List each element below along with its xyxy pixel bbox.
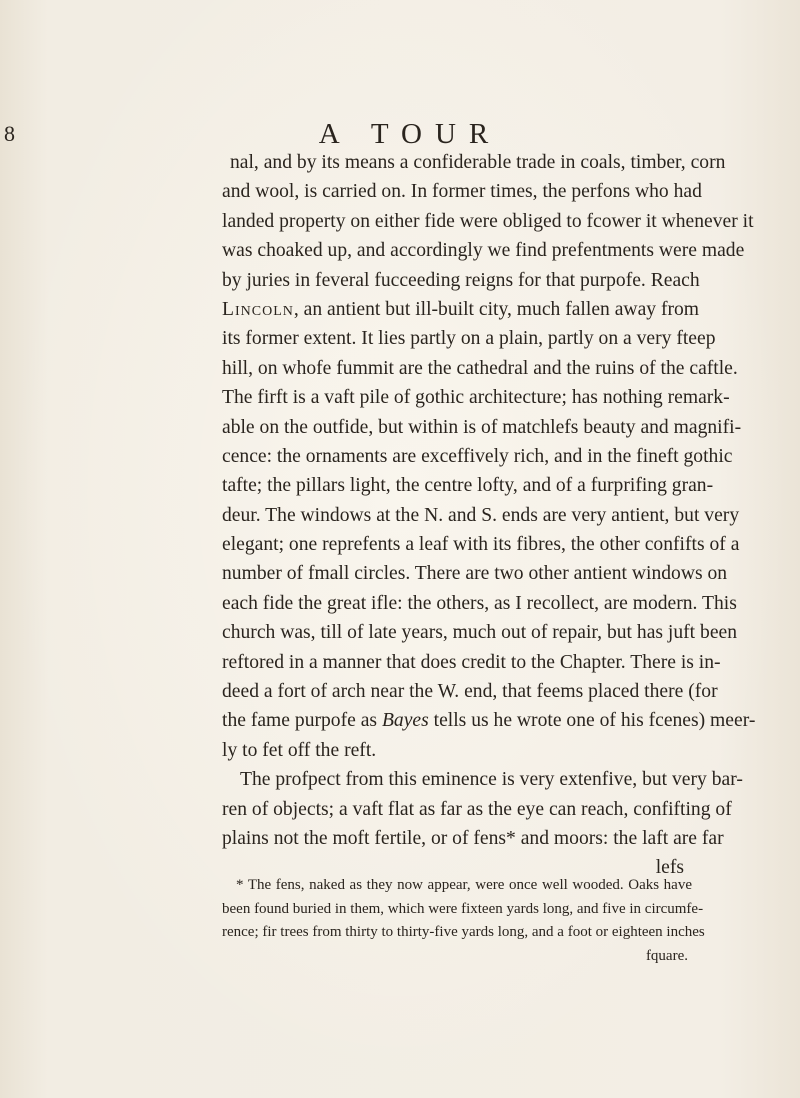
footnote-line: rence; fir trees from thirty to thirty-five yards long, and a foot or eighteen inches bbox=[222, 924, 705, 940]
body-line-text: , an antient but ill-built city, much fallen away from bbox=[293, 298, 700, 320]
body-line: deed a fort of arch near the W. end, that feems placed there (for bbox=[222, 681, 718, 703]
body-line: elegant; one reprefents a leaf with its fibres, the other confifts of a bbox=[222, 534, 740, 556]
body-line-lincoln bbox=[222, 295, 700, 324]
catchword: lefs bbox=[655, 857, 684, 879]
place-name-lincoln: Lincoln bbox=[222, 298, 294, 320]
body-line: its former extent. It lies partly on a plain, partly on a very fteep bbox=[222, 328, 716, 350]
body-line: was choaked up, and accordingly we find prefentments were made bbox=[222, 240, 745, 262]
body-line-bayes bbox=[222, 706, 756, 735]
body-line: hill, on whofe fummit are the cathedral and the ruins of the caftle. bbox=[222, 357, 738, 379]
body-line-text: tells us he wrote one of his fcenes) meer- bbox=[428, 710, 756, 732]
name-bayes: Bayes bbox=[381, 710, 429, 732]
body-line: ly to fet off the reft. bbox=[222, 739, 377, 761]
body-line: church was, till of late years, much out of repair, but has juft been bbox=[222, 622, 738, 644]
body-line: The profpect from this eminence is very extenfive, but very bar- bbox=[240, 769, 743, 791]
body-line: plains not the moft fertile, or of fens* and moors: the laft are far bbox=[222, 827, 724, 849]
footnote-line: * The fens, naked as they now appear, were once well wooded. Oaks have bbox=[236, 877, 692, 893]
body-line: ren of objects; a vaft flat as far as the eye can reach, confifting of bbox=[222, 798, 732, 820]
body-line: tafte; the pillars light, the centre lofty, and of a furprifing gran- bbox=[222, 475, 714, 497]
footnote bbox=[222, 874, 705, 968]
body-line: nal, and by its means a confiderable trade in coals, timber, corn bbox=[230, 152, 726, 173]
body-line: The firft is a vaft pile of gothic architecture; has nothing remark- bbox=[222, 387, 730, 409]
body-line: landed property on either fide were obliged to fcower it whenever it bbox=[222, 210, 754, 232]
body-line: deur. The windows at the N. and S. ends are very antient, but very bbox=[222, 504, 740, 526]
body-line: each fide the great ifle: the others, as I recollect, are modern. This bbox=[222, 592, 737, 614]
body-line: number of fmall circles. There are two other antient windows on bbox=[222, 563, 728, 585]
body-line: cence: the ornaments are exceffively rich, and in the fineft gothic bbox=[222, 445, 733, 467]
body-line: able on the outfide, but within is of matchlefs beauty and magnifi- bbox=[222, 416, 742, 438]
body-text bbox=[222, 148, 756, 883]
footnote-line: fquare. bbox=[645, 947, 688, 964]
body-line: reftored in a manner that does credit to the Chapter. There is in- bbox=[222, 651, 721, 673]
running-head: A TOUR bbox=[318, 118, 502, 150]
body-line: and wool, is carried on. In former times, the perfons who had bbox=[222, 181, 702, 203]
body-line: by juries in feveral fucceeding reigns for that purpofe. Reach bbox=[222, 269, 700, 291]
page-number: 8 bbox=[4, 121, 15, 146]
body-line-text: the fame purpofe as bbox=[222, 710, 382, 732]
footnote-line: been found buried in them, which were fixteen yards long, and five in circumfe- bbox=[222, 900, 704, 917]
